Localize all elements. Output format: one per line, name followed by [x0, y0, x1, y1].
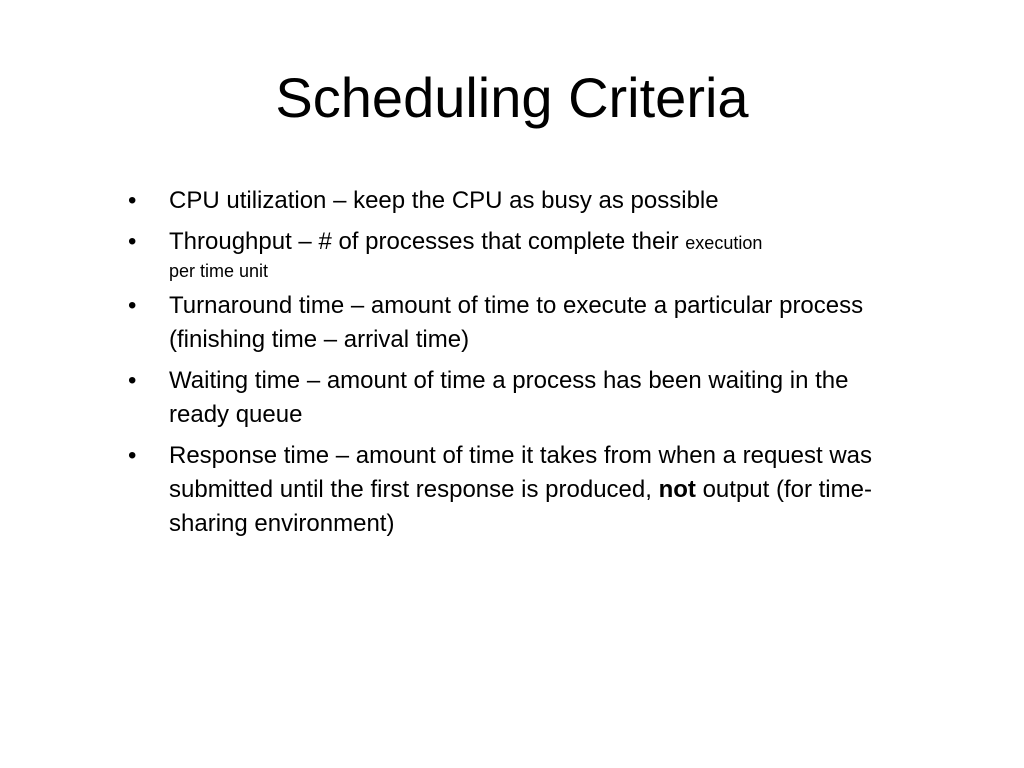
bullet-marker: • — [128, 367, 137, 394]
bullet-text: Response time – amount of time it takes from when a request was submitted until the first response is produced, — [169, 442, 872, 503]
bullet-marker: • — [128, 187, 137, 214]
bullet-text: Throughput – # of processes that complete their — [169, 228, 686, 255]
bullet-text: Waiting time – amount of time a process has been waiting in the ready queue — [169, 367, 849, 428]
bullet-marker: • — [128, 442, 137, 469]
bullet-list — [128, 184, 908, 548]
bullet-item-turnaround-time — [128, 289, 908, 357]
bullet-item-cpu-utilization — [128, 184, 908, 218]
slide-title: Scheduling Criteria — [275, 66, 749, 129]
bullet-item-response-time — [128, 439, 908, 541]
bullet-item-throughput — [128, 225, 908, 282]
bullet-text: CPU utilization – keep the CPU as busy as possible — [169, 187, 719, 214]
bullet-marker: • — [128, 228, 137, 255]
bullet-text-small-line: per time unit — [169, 261, 269, 281]
bullet-text: Turnaround time – amount of time to execute a particular process (finishing time – arrival time) — [169, 292, 864, 353]
bullet-text-small: execution — [685, 233, 763, 253]
bullet-text-after: output (for time-sharing environment) — [169, 476, 872, 537]
bullet-item-waiting-time — [128, 364, 908, 432]
bullet-marker: • — [128, 292, 137, 319]
bullet-text-bold: not — [658, 476, 696, 503]
